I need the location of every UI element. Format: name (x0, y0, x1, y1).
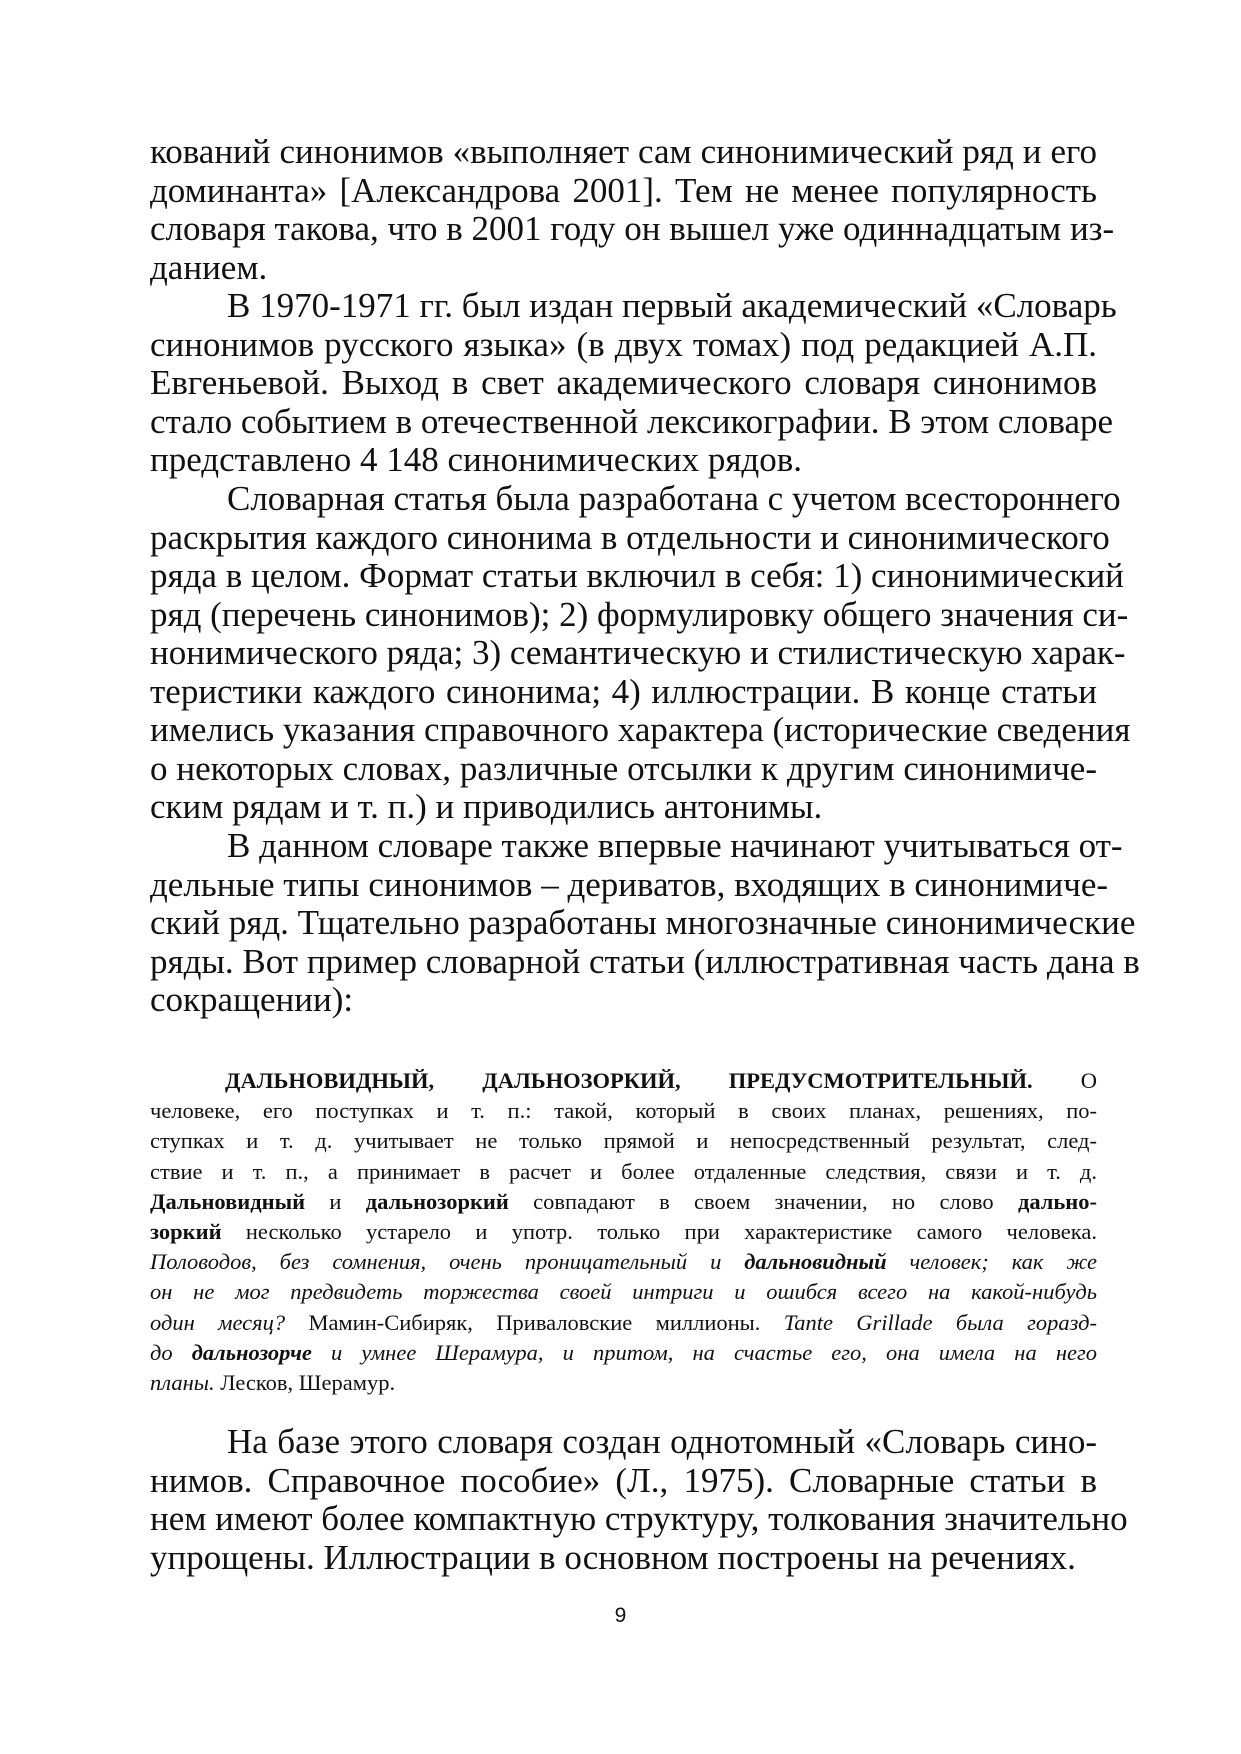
text-line: нимов. Справочное пособие» (Л., 1975). Словарные статьи в (150, 1460, 1097, 1500)
text-line: кований синонимов «выполняет сам синонимический ряд и его (150, 132, 1097, 171)
text-line: Евгеньевой. Выход в свет академического словаря синонимов (150, 363, 1097, 402)
text-line: В данном словаре также впервые начинают учитываться от- (227, 826, 1123, 865)
text-line: стало событием в отечественной лексикографии. В этом словаре (150, 401, 1114, 441)
text-line: нем имеют более компактную структуру, толкования значительно (150, 1499, 1128, 1538)
entry-quote: Половодов, без сомнения, очень проницательный и (150, 1249, 745, 1275)
paragraph-4 (150, 826, 1140, 1020)
paragraph-2 (150, 286, 1117, 480)
text-line: данием. (150, 247, 268, 287)
entry-bold-term: дально- (1017, 1188, 1097, 1214)
text-line: словаря такова, что в 2001 году он вышел уже одиннадцатым из- (150, 209, 1115, 248)
paragraph-1 (150, 132, 1115, 287)
entry-bold-term: Дальновидный (150, 1188, 306, 1214)
entry-quote: и умнее Шерамура, и притом, на счастье его, она имела на него (311, 1339, 1097, 1365)
entry-line: ствие и т. п., а принимает в расчет и более отдаленные следствия, связи и т. д. (150, 1158, 1097, 1184)
entry-line: ступках и т. д. учитывает не только прямой и непосредственный результат, след- (150, 1128, 1097, 1154)
text-line: ряды. Вот пример словарной статьи (иллюстративная часть дана в (150, 941, 1140, 981)
page-number: 9 (614, 1604, 627, 1627)
text-line: имелись указания справочного характера (исторические сведения (150, 710, 1131, 749)
entry-source: Лесков, Шерамур. (214, 1369, 396, 1395)
entry-quote: планы. (150, 1369, 215, 1395)
entry-headword: ДАЛЬНОВИДНЫЙ, ДАЛЬНОЗОРКИЙ, ПРЕДУСМОТРИТЕЛЬНЫЙ. (225, 1068, 1033, 1093)
entry-text: О (1032, 1068, 1098, 1093)
text-line: нонимического ряда; 3) семантическую и стилистическую харак- (150, 633, 1126, 672)
text-line: На базе этого словаря создан однотомный «Словарь сино- (227, 1422, 1097, 1461)
entry-text: совпадают в своем значении, но слово (508, 1188, 1018, 1214)
entry-quote: человек; как же (886, 1249, 1098, 1275)
text-line: ским рядам и т. п.) и приводились антонимы. (150, 787, 823, 826)
entry-quote: до (150, 1339, 192, 1365)
entry-line (150, 1217, 1097, 1247)
text-line: синонимов русского языка» (в двух томах) под редакцией А.П. (150, 324, 1097, 364)
text-line: дельные типы синонимов – дериватов, входящих в синонимиче- (150, 864, 1109, 904)
text-line: упрощены. Иллюстрации в основном построены на речениях. (150, 1537, 1076, 1577)
entry-line: человеке, его поступках и т. п.: такой, который в своих планах, решениях, по- (150, 1098, 1097, 1124)
entry-bold-term: зоркий (150, 1218, 222, 1244)
entry-line: он не мог предвидеть торжества своей интриги и ошибся всего на какой-нибудь (150, 1279, 1097, 1305)
entry-line (150, 1247, 1097, 1277)
dictionary-entry (150, 1066, 1097, 1398)
text-line: ряда в целом. Формат статьи включил в себя: 1) синонимический (150, 556, 1124, 595)
entry-text: несколько устарело и употр. только при характеристике самого человека. (221, 1218, 1097, 1244)
entry-source: Мамин-Сибиряк, Приваловские миллионы. (285, 1309, 784, 1335)
entry-quote: один месяц? (150, 1309, 286, 1335)
entry-line (150, 1066, 1097, 1096)
text-line: представлено 4 148 синонимических рядов. (150, 440, 802, 479)
entry-line (150, 1187, 1097, 1217)
text-line: В 1970-1971 гг. был издан первый академический «Словарь (227, 286, 1117, 325)
entry-line (150, 1338, 1097, 1368)
entry-text: и (305, 1188, 366, 1214)
text-line: доминанта» [Александрова 2001]. Тем не менее популярность (150, 170, 1097, 210)
text-line: раскрытия каждого синонима в отдельности и синонимического (150, 517, 1110, 557)
entry-quote: Tante Grillade была горазд- (783, 1309, 1097, 1335)
paragraph-3 (150, 479, 1131, 827)
entry-quote-term: дальнозорче (191, 1339, 312, 1365)
entry-quote-term: дальновидный (744, 1249, 887, 1275)
text-line: ский ряд. Тщательно разработаны многозначные синонимические (150, 903, 1136, 942)
text-line: Словарная статья была разработана с учетом всестороннего (227, 479, 1121, 518)
text-line: теристики каждого синонима; 4) иллюстрации. В конце статьи (150, 671, 1097, 711)
text-line: сокращении): (150, 980, 354, 1019)
text-line: о некоторых словах, различные отсылки к другим синонимиче- (150, 748, 1097, 788)
entry-line (150, 1368, 1097, 1398)
entry-bold-term: дальнозоркий (365, 1188, 509, 1214)
entry-line (150, 1308, 1097, 1338)
paragraph-5 (150, 1422, 1128, 1577)
text-line: ряд (перечень синонимов); 2) формулировку общего значения си- (150, 594, 1129, 634)
